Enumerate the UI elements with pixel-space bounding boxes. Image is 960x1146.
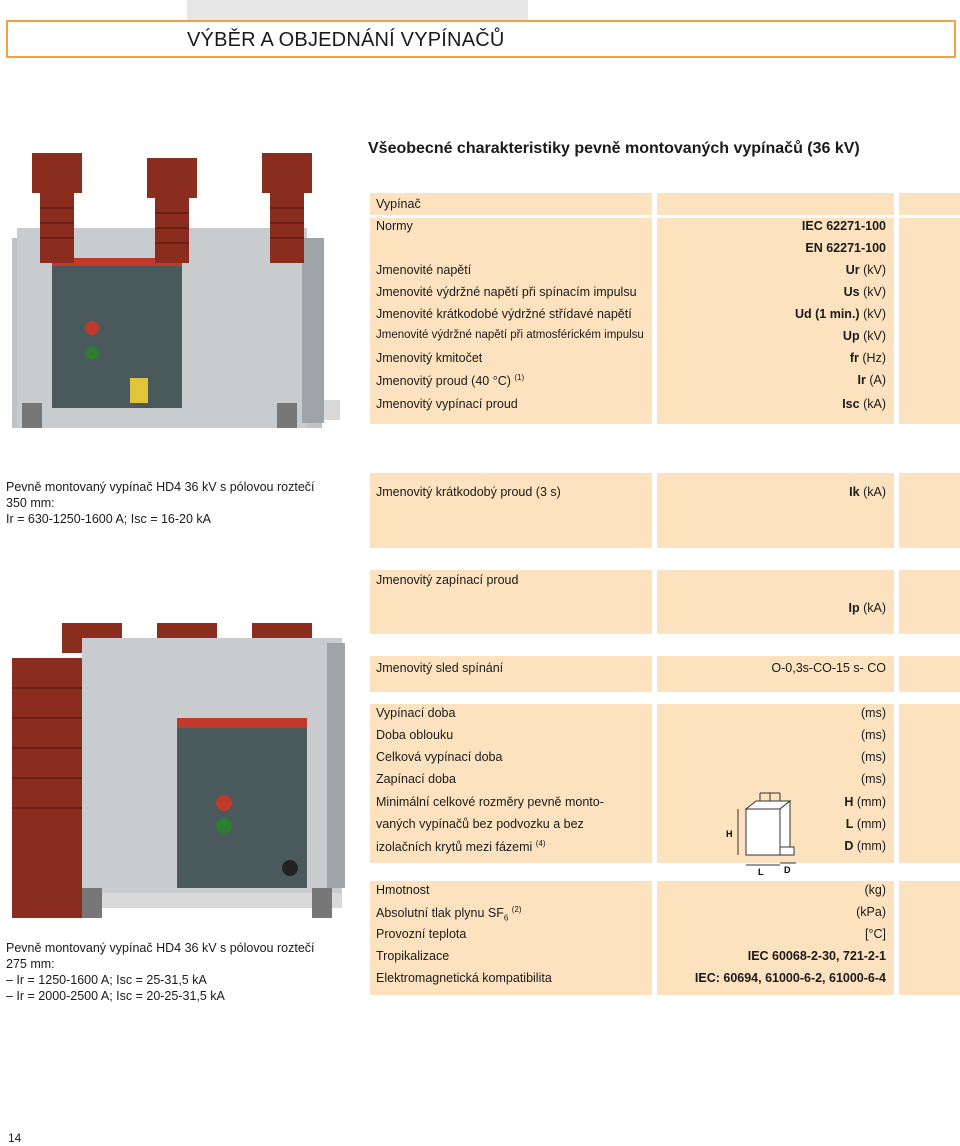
table-gap xyxy=(370,548,960,570)
row-zapinaci-proud: Jmenovitý zapínací proud Ip (kA) xyxy=(376,573,886,615)
row-spinaci-impuls: Jmenovité výdržné napětí při spínacím impulsu Us (kV) xyxy=(376,285,886,299)
row-zapinaci-doba: Zapínací doba (ms) xyxy=(376,772,886,786)
diagram-label-h: H xyxy=(726,829,733,839)
row-jmenovity-proud: Jmenovitý proud (40 °C) $^{(1)}$ Ir (A) xyxy=(376,373,886,389)
diagram-label-l: L xyxy=(758,867,764,875)
row-celkova-vypinaci-doba: Celková vypínací doba (ms) xyxy=(376,750,886,764)
top-gray-bar xyxy=(187,0,528,20)
diagram-label-d: D xyxy=(784,865,791,875)
row-jmenovite-napeti: Jmenovité napětí Ur (kV) xyxy=(376,263,886,277)
row-hmotnost: Hmotnost (kg) xyxy=(376,883,886,897)
row-emc: Elektromagnetická kompatibilita IEC: 60694, 61000-6-2, 61000-6-4 xyxy=(376,971,886,985)
row-sled-spinani: Jmenovitý sled spínání O-0,3s-CO-15 s- CO xyxy=(376,661,886,675)
row-vypinac: Vypínač xyxy=(376,197,421,211)
row-normy-2: EN 62271-100 xyxy=(805,241,886,255)
row-tlak-plynu: Absolutní tlak plynu $SF_6$ $^{(2)}$ (kPa) xyxy=(376,905,886,923)
row-kratkodoby-proud: Jmenovitý krátkodobý proud (3 s) Ik (kA) xyxy=(376,485,886,499)
table-gap xyxy=(370,863,960,881)
row-rozmery-d: izolačních krytů mezi fázemi $^{(4)}$ D (mm) xyxy=(376,839,886,855)
table-gap xyxy=(370,424,960,473)
row-provozni-teplota: Provozní teplota [°C] xyxy=(376,927,886,941)
dimensions-diagram xyxy=(724,787,804,875)
breaker-photo-2 xyxy=(12,618,350,928)
row-rozmery-h: Minimální celkové rozměry pevně monto- H (mm) xyxy=(376,795,886,809)
row-doba-oblouku: Doba oblouku (ms) xyxy=(376,728,886,742)
table-gap xyxy=(370,634,960,656)
page-number: 14 xyxy=(8,1131,22,1145)
row-kratkodobe-napeti: Jmenovité krátkodobé výdržné střídavé napětí Ud (1 min.) (kV) xyxy=(376,307,886,321)
table-gap xyxy=(370,692,960,704)
row-vypinaci-proud: Jmenovitý vypínací proud Isc (kA) xyxy=(376,397,886,411)
breaker-photo-1 xyxy=(12,148,350,448)
row-normy: Normy IEC 62271-100 xyxy=(376,219,886,233)
page-title: VÝBĚR A OBJEDNÁNÍ VYPÍNAČŮ xyxy=(187,29,505,51)
row-rozmery-l: vaných vypínačů bez podvozku a bez L (mm) xyxy=(376,817,886,831)
row-kmitocet: Jmenovitý kmitočet fr (Hz) xyxy=(376,351,886,365)
row-vypinaci-doba: Vypínací doba (ms) xyxy=(376,706,886,720)
section-title: Všeobecné charakteristiky pevně montovaných vypínačů (36 kV) xyxy=(368,140,860,157)
row-tropikalizace: Tropikalizace IEC 60068-2-30, 721-2-1 xyxy=(376,949,886,963)
caption-photo-1: Pevně montovaný vypínač HD4 36 kV s pólovou roztečí 350 mm: Ir = 630-1250-1600 A; Isc = 16-20 kA xyxy=(6,480,315,526)
caption-photo-2: Pevně montovaný vypínač HD4 36 kV s pólovou roztečí 275 mm: – Ir = 1250-1600 A; Isc = 25-31,5 kA – Ir = 2000-2500 A; Isc = 20-25-31,5 kA xyxy=(6,941,315,1003)
row-atmosfericky-impuls: Jmenovité výdržné napětí při atmosférickém impulsu Up (kV) xyxy=(376,329,886,343)
